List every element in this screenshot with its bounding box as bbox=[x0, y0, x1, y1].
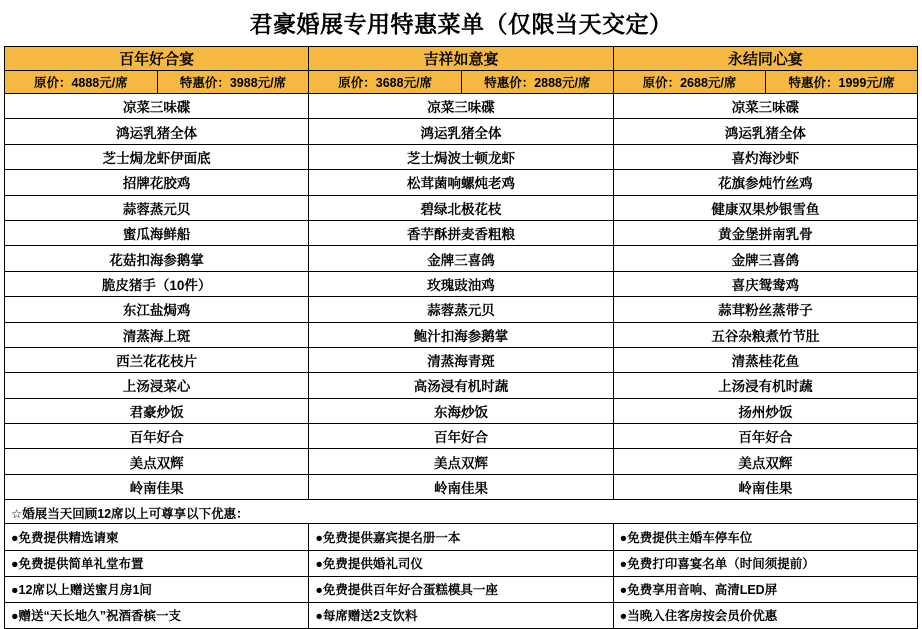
package-price-cell-0 bbox=[5, 71, 309, 94]
dish-row bbox=[5, 144, 918, 169]
original-price-1: 原价：3688元/席 bbox=[338, 76, 433, 90]
dish-row bbox=[5, 297, 918, 322]
dish-item: 蒜茸粉丝蒸带子 bbox=[613, 297, 917, 322]
dish-item: 美点双辉 bbox=[309, 449, 613, 474]
promo-item: ●免费提供主婚车停车位 bbox=[613, 524, 917, 550]
dish-item: 岭南佳果 bbox=[613, 474, 917, 499]
dish-row bbox=[5, 322, 918, 347]
dish-item: 百年好合 bbox=[613, 424, 917, 449]
dish-row bbox=[5, 398, 918, 423]
dish-item: 东海炒饭 bbox=[309, 398, 613, 423]
sale-price-0: 特惠价：3988元/席 bbox=[157, 71, 309, 93]
dish-item: 碧绿北极花枝 bbox=[309, 195, 613, 220]
dish-item: 黄金堡拼南乳骨 bbox=[613, 220, 917, 245]
dish-row bbox=[5, 449, 918, 474]
dish-item: 清蒸海青斑 bbox=[309, 347, 613, 372]
dish-item: 美点双辉 bbox=[613, 449, 917, 474]
dish-item: 蒜蓉蒸元贝 bbox=[309, 297, 613, 322]
dish-item: 喜灼海沙虾 bbox=[613, 144, 917, 169]
dish-item: 岭南佳果 bbox=[5, 474, 309, 499]
dish-item: 蒜蓉蒸元贝 bbox=[5, 195, 309, 220]
promo-row bbox=[5, 576, 918, 602]
dish-item: 芝士焗波士顿龙虾 bbox=[309, 144, 613, 169]
dish-item: 上汤浸有机时蔬 bbox=[613, 373, 917, 398]
dish-row bbox=[5, 246, 918, 271]
original-price-0: 原价：4888元/席 bbox=[33, 76, 128, 90]
promo-item: ●12席以上赠送蜜月房1间 bbox=[5, 576, 309, 602]
dish-row bbox=[5, 347, 918, 372]
promo-item: ●免费享用音响、高清LED屏 bbox=[613, 576, 917, 602]
dish-item: 蜜瓜海鲜船 bbox=[5, 220, 309, 245]
dish-item: 鸿运乳猪全体 bbox=[5, 119, 309, 144]
dish-item: 百年好合 bbox=[5, 424, 309, 449]
dish-item: 东江盐焗鸡 bbox=[5, 297, 309, 322]
promo-item: ●免费打印喜宴名单（时间须提前） bbox=[613, 550, 917, 576]
dish-item: 扬州炒饭 bbox=[613, 398, 917, 423]
promo-note: ☆婚展当天回顾12席以上可尊享以下优惠： bbox=[4, 500, 918, 524]
dish-row bbox=[5, 94, 918, 119]
promo-item: ●每席赠送2支饮料 bbox=[309, 602, 613, 628]
dish-row bbox=[5, 220, 918, 245]
package-price-cell-2 bbox=[613, 71, 917, 94]
dish-row bbox=[5, 424, 918, 449]
promo-item: ●免费提供简单礼堂布置 bbox=[5, 550, 309, 576]
dish-row bbox=[5, 195, 918, 220]
dish-item: 鸿运乳猪全体 bbox=[613, 119, 917, 144]
dish-item: 松茸菌响螺炖老鸡 bbox=[309, 170, 613, 195]
package-name-1: 吉祥如意宴 bbox=[309, 47, 613, 71]
dish-item: 清蒸海上斑 bbox=[5, 322, 309, 347]
dish-item: 健康双果炒银雪鱼 bbox=[613, 195, 917, 220]
dish-item: 花菇扣海参鹅掌 bbox=[5, 246, 309, 271]
original-price-2: 原价：2688元/席 bbox=[642, 76, 737, 90]
dish-item: 美点双辉 bbox=[5, 449, 309, 474]
dish-item: 花旗参炖竹丝鸡 bbox=[613, 170, 917, 195]
dish-item: 招牌花胶鸡 bbox=[5, 170, 309, 195]
promo-row bbox=[5, 524, 918, 550]
promo-row bbox=[5, 550, 918, 576]
dish-item: 玫瑰豉油鸡 bbox=[309, 271, 613, 296]
package-name-2: 永结同心宴 bbox=[613, 47, 917, 71]
dish-item: 五谷杂粮煮竹节肚 bbox=[613, 322, 917, 347]
dish-row bbox=[5, 119, 918, 144]
package-price-row bbox=[5, 71, 918, 94]
dish-item: 脆皮猪手（10件） bbox=[5, 271, 309, 296]
dish-row bbox=[5, 271, 918, 296]
dish-item: 西兰花花枝片 bbox=[5, 347, 309, 372]
promo-item: ●免费提供嘉宾提名册一本 bbox=[309, 524, 613, 550]
dish-item: 高汤浸有机时蔬 bbox=[309, 373, 613, 398]
dish-item: 鸿运乳猪全体 bbox=[309, 119, 613, 144]
promo-item: ●免费提供百年好合蛋糕模具一座 bbox=[309, 576, 613, 602]
dish-item: 百年好合 bbox=[309, 424, 613, 449]
dish-row bbox=[5, 373, 918, 398]
dish-item: 香芋酥拼麦香粗粮 bbox=[309, 220, 613, 245]
sale-price-2: 特惠价：1999元/席 bbox=[765, 71, 917, 93]
dish-item: 金牌三喜鸽 bbox=[613, 246, 917, 271]
dish-item: 凉菜三味碟 bbox=[309, 94, 613, 119]
dish-item: 凉菜三味碟 bbox=[5, 94, 309, 119]
dish-item: 清蒸桂花鱼 bbox=[613, 347, 917, 372]
menu-table bbox=[4, 46, 918, 500]
dish-item: 鲍汁扣海参鹅掌 bbox=[309, 322, 613, 347]
sale-price-1: 特惠价：2888元/席 bbox=[461, 71, 613, 93]
dish-item: 芝士焗龙虾伊面底 bbox=[5, 144, 309, 169]
dish-item: 上汤浸菜心 bbox=[5, 373, 309, 398]
package-header-row bbox=[5, 47, 918, 71]
dish-item: 凉菜三味碟 bbox=[613, 94, 917, 119]
promo-item: ●赠送“天长地久”祝酒香槟一支 bbox=[5, 602, 309, 628]
dish-item: 岭南佳果 bbox=[309, 474, 613, 499]
dish-row bbox=[5, 170, 918, 195]
dish-item: 君豪炒饭 bbox=[5, 398, 309, 423]
dish-row bbox=[5, 474, 918, 499]
promo-item: ●免费提供婚礼司仪 bbox=[309, 550, 613, 576]
dish-item: 喜庆鸳鸯鸡 bbox=[613, 271, 917, 296]
package-price-cell-1 bbox=[309, 71, 613, 94]
promo-item: ●免费提供精选请柬 bbox=[5, 524, 309, 550]
package-name-0: 百年好合宴 bbox=[5, 47, 309, 71]
page-title: 君豪婚展专用特惠菜单（仅限当天交定） bbox=[249, 11, 673, 37]
promo-row bbox=[5, 602, 918, 628]
promo-item: ●当晚入住客房按会员价优惠 bbox=[613, 602, 917, 628]
promo-table bbox=[4, 524, 918, 629]
dish-item: 金牌三喜鸽 bbox=[309, 246, 613, 271]
